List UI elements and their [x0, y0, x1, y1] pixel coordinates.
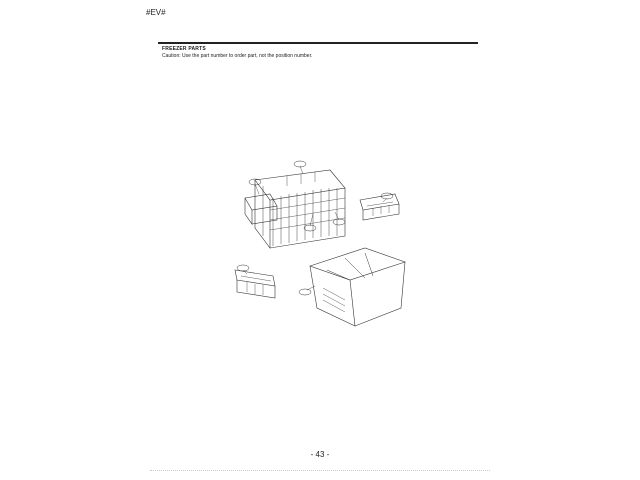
exploded-parts-diagram — [215, 158, 425, 338]
corner-tag: #EV# — [146, 8, 166, 17]
lower-bin — [310, 248, 405, 326]
page-number: - 43 - — [310, 450, 330, 459]
caution-note: Caution: Use the part number to order part, not the position number. — [162, 52, 313, 59]
header-rule — [158, 42, 478, 44]
section-header — [162, 46, 312, 59]
bottom-rule — [150, 470, 490, 471]
section-title: FREEZER PARTS — [162, 46, 206, 52]
upper-basket — [255, 170, 345, 248]
left-handle — [235, 270, 275, 298]
right-handle — [360, 194, 399, 220]
